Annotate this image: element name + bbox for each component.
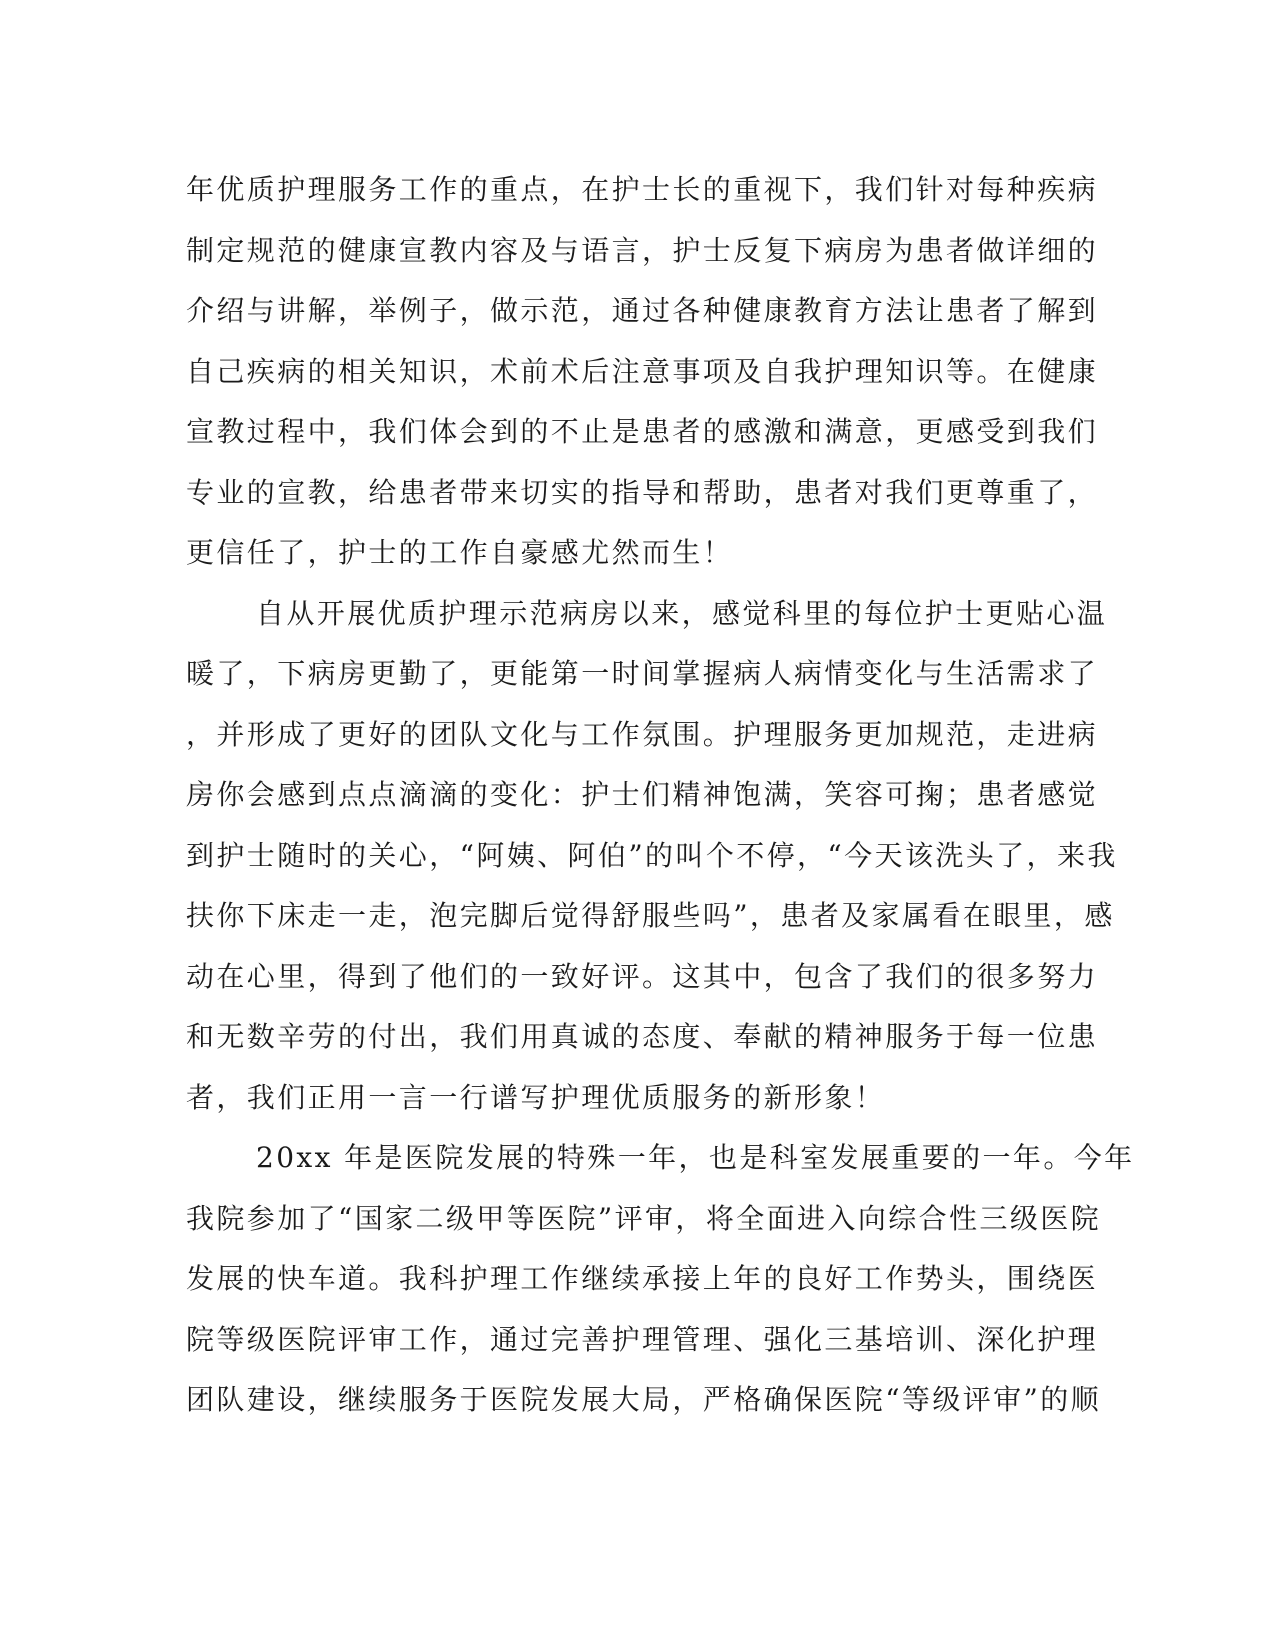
text-line: 暖了，下病房更勤了，更能第一时间掌握病人病情变化与生活需求了: [186, 657, 1099, 690]
text-line: 发展的快车道。我科护理工作继续承接上年的良好工作势头，围绕医: [186, 1262, 1099, 1295]
text-line: 扶你下床走一走，泡完脚后觉得舒服些吗”，患者及家属看在眼里，感: [186, 899, 1115, 932]
text-line: 专业的宣教，给患者带来切实的指导和帮助，患者对我们更尊重了，: [186, 475, 1099, 509]
text-line: 年优质护理服务工作的重点，在护士长的重视下，我们针对每种疾病: [186, 173, 1099, 206]
text-line: 到护士随时的关心，“阿姨、阿伯”的叫个不停，“今天该洗头了，来我: [186, 838, 1118, 872]
paragraph-first-line: 20xx 年是医院发展的特殊一年，也是科室发展重要的一年。今年: [256, 1141, 1135, 1174]
text-line: 者，我们正用一言一行谱写护理优质服务的新形象！: [186, 1080, 886, 1114]
text-line: 介绍与讲解，举例子，做示范，通过各种健康教育方法让患者了解到: [186, 294, 1099, 327]
text-line: 制定规范的健康宣教内容及与语言，护士反复下病房为患者做详细的: [186, 233, 1099, 267]
paragraph-first-line: 自从开展优质护理示范病房以来，感觉科里的每位护士更贴心温: [256, 596, 1108, 630]
text-line: 自己疾病的相关知识，术前术后注意事项及自我护理知识等。在健康: [186, 354, 1099, 388]
text-line: 我院参加了“国家二级甲等医院”评审，将全面进入向综合性三级医院: [186, 1201, 1102, 1235]
text-line: 宣教过程中，我们体会到的不止是患者的感激和满意，更感受到我们: [186, 415, 1099, 448]
text-line: 更信任了，护士的工作自豪感尤然而生！: [186, 536, 734, 569]
body-text: [186, 160, 1135, 1431]
text-line: 房你会感到点点滴滴的变化：护士们精神饱满，笑容可掬；患者感觉: [186, 778, 1099, 811]
text-line: 和无数辛劳的付出，我们用真诚的态度、奉献的精神服务于每一位患: [186, 1020, 1099, 1053]
text-line: 动在心里，得到了他们的一致好评。这其中，包含了我们的很多努力: [186, 959, 1099, 993]
text-line: 团队建设，继续服务于医院发展大局，严格确保医院“等级评审”的顺: [186, 1383, 1102, 1416]
text-line: 院等级医院评审工作，通过完善护理管理、强化三基培训、深化护理: [186, 1322, 1099, 1356]
text-line: ，并形成了更好的团队文化与工作氛围。护理服务更加规范，走进病: [186, 717, 1099, 751]
